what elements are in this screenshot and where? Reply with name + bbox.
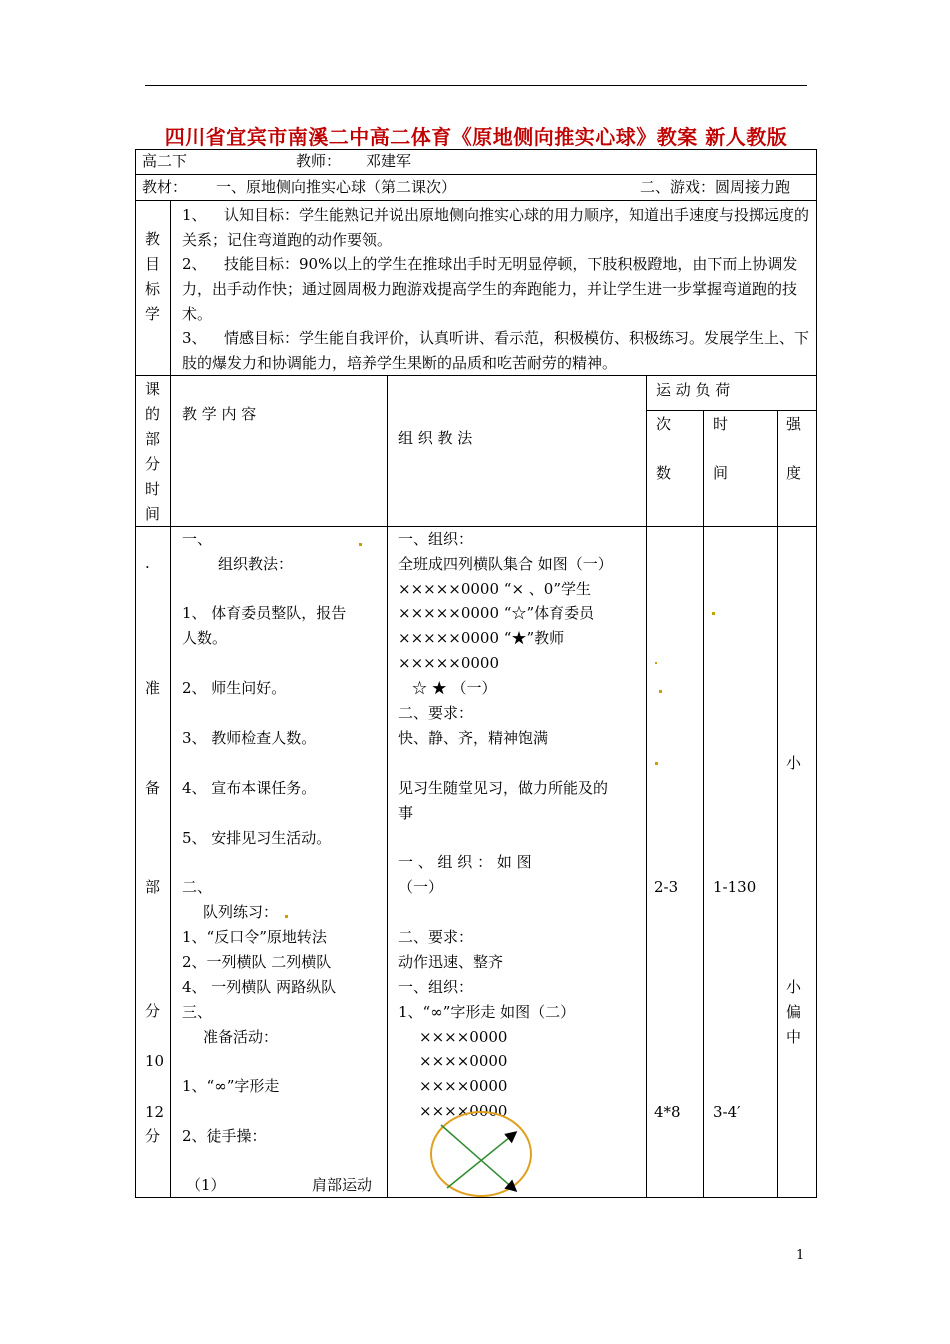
load-time-1: 1-130	[713, 878, 757, 896]
method-line: ××××0000	[419, 1102, 508, 1120]
diagram-arrow-down	[441, 1125, 515, 1190]
load-subrow-line	[646, 410, 817, 411]
load-intensity-1: 小	[786, 754, 802, 772]
part-dot: .	[145, 554, 150, 572]
method-line: ××××0000	[419, 1077, 508, 1095]
header-intensity-1: 强	[786, 415, 802, 433]
method-line: 动作迅速、整齐	[398, 953, 504, 971]
header-freq-1: 次	[656, 415, 672, 433]
content-line: 二、	[182, 878, 213, 896]
content-line: （1）	[186, 1176, 226, 1194]
teacher-name: 邓建军	[366, 152, 412, 170]
load-time-2: 3-4′	[713, 1103, 741, 1121]
header-time-1: 时	[713, 415, 729, 433]
part-minutes-b: 12	[145, 1103, 165, 1121]
row-grade	[135, 149, 817, 175]
method-line: 见习生随堂见习，做力所能及的	[398, 779, 609, 797]
teacher-label: 教师：	[296, 152, 342, 170]
content-line: 2、一列横队 二列横队	[182, 953, 332, 971]
objective-2-text: 技能目标：90%以上的学生在推球出手时无明显停顿，下肢积极蹬地，由下而上协调发力，出手动作快；通过圆周极力跑游戏提高学生的奔跑能力，并让学生进一步掌握弯道跑的技术。	[182, 255, 798, 323]
header-freq-2: 数	[656, 464, 672, 482]
method-line: 一 、 组 织 ： 如 图	[398, 853, 532, 871]
part-char-2: 备	[145, 779, 161, 797]
method-line: 一、组织：	[398, 530, 474, 548]
decor-dot	[712, 612, 715, 615]
part-minutes-unit: 分	[145, 1127, 161, 1145]
content-line: 三、	[182, 1003, 213, 1021]
load-freq-1: 2-3	[654, 878, 679, 896]
content-line: 4、 一列横队 两路纵队	[182, 978, 337, 996]
decor-dot	[655, 762, 658, 765]
objective-1-text: 认知目标：学生能熟记并说出原地侧向推实心球的用力顺序，知道出手速度与投掷远度的关系；记住弯道跑的动作要领。	[182, 206, 810, 249]
decor-dot	[359, 543, 362, 546]
load-intensity-2: 小 偏 中	[786, 978, 802, 1046]
content-line: 5、 安排见习生活动。	[182, 829, 332, 847]
method-line: 事	[398, 804, 414, 822]
content-line: 3、 教师检查人数。	[182, 729, 317, 747]
method-line: 一、组织：	[398, 978, 474, 996]
header-method: 组 织 教 法	[398, 429, 473, 447]
content-line: 2、 师生问好。	[182, 679, 287, 697]
objectives-side-label: 教 目 标 学	[145, 230, 161, 323]
method-line: 快、静、齐，精神饱满	[398, 729, 549, 747]
header-load: 运 动 负 荷	[656, 381, 731, 399]
method-line: ×××××0000	[398, 654, 500, 672]
content-line: 2、徒手操：	[182, 1127, 267, 1145]
objective-2-num: 2、	[182, 255, 207, 273]
header-content: 教 学 内 容	[182, 405, 257, 423]
diagram-oval	[431, 1112, 531, 1196]
document-title: 四川省宜宾市南溪二中高二体育《原地侧向推实心球》教案 新人教版	[164, 125, 788, 149]
load-freq-2: 4*8	[654, 1103, 681, 1121]
part-char-1: 准	[145, 679, 161, 697]
method-line: ×××××0000 “★”教师	[398, 629, 565, 647]
objective-1-num: 1、	[182, 206, 207, 224]
content-line: 一、	[182, 530, 213, 548]
page-number: 1	[796, 1248, 805, 1263]
header-intensity-2: 度	[786, 464, 802, 482]
part-char-3: 部	[145, 878, 161, 896]
method-line: ☆ ★ （一）	[412, 679, 497, 697]
content-line: 队列练习：	[203, 903, 279, 921]
header-rule	[145, 85, 807, 86]
material-item-1: 一、原地侧向推实心球（第二课次）	[216, 178, 457, 196]
method-line: 全班成四列横队集合 如图（一）	[398, 555, 613, 573]
method-line: 二、要求：	[398, 704, 474, 722]
grade-text: 高二下	[142, 152, 188, 170]
header-time-2: 间	[713, 464, 729, 482]
content-line: 1、 体育委员整队，报告	[182, 604, 347, 622]
material-label: 教材：	[142, 178, 188, 196]
objective-3-text: 情感目标：学生能自我评价，认真听讲、看示范，积极模仿、积极练习。发展学生上、下肢的爆发力和协调能力，培养学生果断的品质和吃苦耐劳的精神。	[182, 329, 810, 372]
content-line: 组织教法：	[218, 555, 294, 573]
method-line: ××××0000	[419, 1052, 508, 1070]
content-line: 人数。	[182, 629, 228, 647]
content-line: 4、 宣布本课任务。	[182, 779, 317, 797]
method-line: 1、“∞”字形走 如图（二）	[398, 1003, 576, 1021]
method-line: 二、要求：	[398, 928, 474, 946]
decor-dot	[659, 690, 662, 693]
part-char-4: 分	[145, 1002, 161, 1020]
method-line: ××××0000	[419, 1028, 508, 1046]
method-line: ×××××0000 “× 、0”学生	[398, 580, 592, 598]
objective-3-num: 3、	[182, 329, 207, 347]
method-line: ×××××0000 “☆”体育委员	[398, 604, 595, 622]
content-line: 准备活动：	[203, 1028, 279, 1046]
part-minutes-a: 10	[145, 1052, 165, 1070]
content-line: 1、“∞”字形走	[182, 1077, 280, 1095]
decor-dot	[285, 915, 288, 918]
content-line: 1、“反口令”原地转法	[182, 928, 327, 946]
header-part-time: 课 的 部 分 时 间	[145, 380, 161, 523]
method-line: （一）	[398, 878, 444, 896]
figure-eight-walk-diagram	[425, 1108, 537, 1200]
content-line: 肩部运动	[312, 1176, 373, 1194]
material-item-2: 二、游戏：圆周接力跑	[640, 178, 791, 196]
objectives-divider	[170, 200, 171, 376]
decor-dot	[655, 662, 657, 664]
